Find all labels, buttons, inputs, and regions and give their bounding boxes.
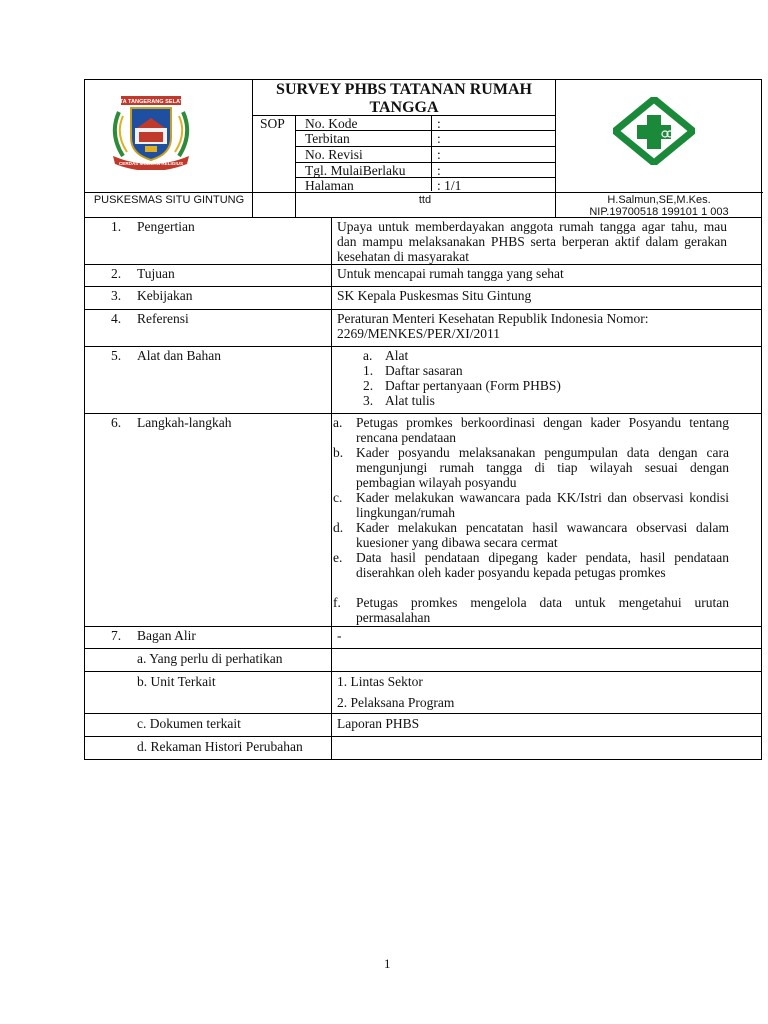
subrow-label: d. Rekaman Histori Perubahan [137,739,303,754]
row-text-bagan-alir: - [337,628,342,643]
signature-label: ttd [418,194,432,206]
row-text-pengertian: Upaya untuk memberdayakan anggota rumah tangga agar tahu, mau dan mampu melaksanakan PHBS serta berperan aktif dalam gerakan kesehatan di masyarakat [337,219,727,264]
row-label: Tujuan [137,266,175,281]
field-value-tgl-mulai-berlaku: : [437,163,441,178]
list-mark: 2. [363,378,374,393]
subrow-text: Laporan PHBS [337,716,420,731]
row-label: Langkah-langkah [137,415,232,430]
row-label: Alat dan Bahan [137,348,221,363]
step-text: Data hasil pendataan dipegang kader pendata, hasil pendataan diserahkan oleh kader posyandu kepada petugas promkes [356,550,729,580]
row-label: Pengertian [137,219,195,234]
field-label-terbitan: Terbitan [305,131,350,146]
subrow-label: b. Unit Terkait [137,674,216,689]
city-emblem-icon [105,94,197,170]
field-value-no-kode: : [437,116,441,131]
emblem-motto-text: CERDAS MODERN RELIGIUS [118,161,184,166]
row-label: Referensi [137,311,189,326]
signer-nip: NIP.19700518 199101 1 003 [589,206,729,218]
puskesmas-logo-icon [613,97,695,165]
step-mark: b. [333,445,344,460]
puskesmas-logo-shape [615,99,693,163]
page-number: 1 [384,956,391,971]
table-row [85,648,761,672]
row-text-kebijakan: SK Kepala Puskesmas Situ Gintung [337,288,532,303]
step-text: Petugas promkes mengelola data untuk mengetahui urutan permasalahan [356,595,729,625]
field-label-no-kode: No. Kode [305,116,358,131]
field-value-halaman: : 1/1 [437,178,462,193]
step-mark: a. [333,415,343,430]
subrow-label: a. Yang perlu di perhatikan [137,651,283,666]
row-label: Kebijakan [137,288,193,303]
row-number: 5. [111,348,122,363]
table-row [85,264,761,287]
row-label: Bagan Alir [137,628,196,643]
subrow-text: 1. Lintas Sektor [337,674,423,689]
subrow-text: 2. Pelaksana Program [337,695,455,710]
signer-name: H.Salmun,SE,M.Kes. [607,194,711,206]
step-text: Kader melakukan pencatatan hasil wawancara observasi dalam kuesioner yang dibawa secara cermat [356,520,729,550]
list-item: Alat tulis [385,393,435,408]
row-number: 1. [111,219,122,234]
step-text: Kader posyandu melaksanakan pengumpulan data dengan cara mengunjungi rumah tangga di tiap wilayah sesuai dengan pembagian wilayah posyandu [356,445,729,490]
step-text: Petugas promkes berkoordinasi dengan kader Posyandu tentang rencana pendataan [356,415,729,445]
sop-label: SOP [260,116,285,131]
field-label-halaman: Halaman [305,178,354,193]
step-mark: d. [333,520,344,535]
sop-header [84,79,762,218]
row-number: 6. [111,415,122,430]
table-row [85,309,761,347]
field-value-no-revisi: : [437,147,441,162]
field-value-terbitan: : [437,131,441,146]
table-row [85,218,761,265]
row-number: 7. [111,628,122,643]
table-row [85,713,761,737]
table-row [85,413,761,627]
step-mark: f. [333,595,341,610]
table-row [85,626,761,649]
step-mark: c. [333,490,343,505]
sop-body-table [84,217,762,760]
subrow-label: c. Dokumen terkait [137,716,241,731]
row-number: 4. [111,311,122,326]
table-row [85,671,761,714]
list-item: Daftar pertanyaan (Form PHBS) [385,378,561,393]
row-number: 2. [111,266,122,281]
step-mark: e. [333,550,343,565]
org-name: PUSKESMAS SITU GINTUNG [93,194,245,206]
row-number: 3. [111,288,122,303]
table-row [85,286,761,310]
field-label-no-revisi: No. Revisi [305,147,363,162]
emblem-banner-text: KOTA TANGERANG SELATAN [111,99,191,105]
row-text-tujuan: Untuk mencapai rumah tangga yang sehat [337,266,564,281]
field-label-tgl-mulai-berlaku: Tgl. MulaiBerlaku [305,163,406,178]
table-row [85,346,761,414]
row-text-referensi: Peraturan Menteri Kesehatan Republik Indonesia Nomor: 2269/MENKES/PER/XI/2011 [337,311,649,341]
list-item: Daftar sasaran [385,363,463,378]
step-text: Kader melakukan wawancara pada KK/Istri dan observasi kondisi lingkungan/rumah [356,490,729,520]
table-row [85,736,761,759]
list-mark: 3. [363,393,374,408]
list-mark: a. [363,348,373,363]
list-mark: 1. [363,363,374,378]
document-title: SURVEY PHBS TATANAN RUMAH TANGGA [276,81,532,116]
list-item: Alat [385,348,409,363]
